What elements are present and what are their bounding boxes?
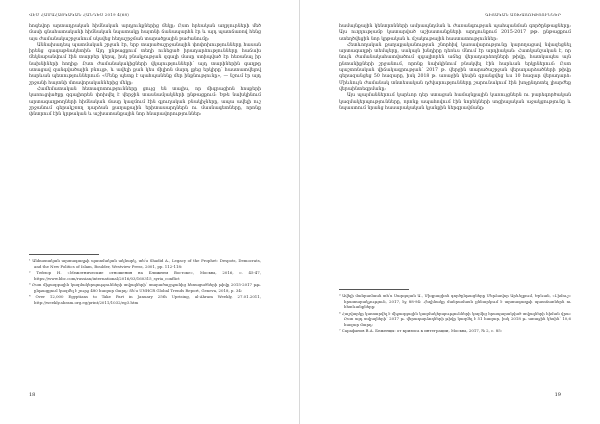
- running-head-right: ԳԻՏԱԿԱՆ ԱՇԽԱՏՈՒԹՅՈՒՆՆԵՐ: [485, 12, 561, 17]
- footnote-2: ² Тейлор Н. «Межэтнические отношения на Ближнем Востоке», Москва, 2016, с. 45-47, https://www.bbc.com/russian/international/2016/03/160315_syria_conflict: [29, 269, 261, 281]
- left-paragraph-3: Համեմատական հետազոտությունները ցույց են տալիս, որ միգրացիոն հոսքերի կառուցվածքը զգալիորեն փոխվել է վերջին տասնամյակների ընթացքում։ Եթե նախկինում արտագաղթողների հիմնական մասը կազմում էին գյուղական բնակիչները, ապա ավելի ուշ շրջանում գերակշռող դարձան քաղաքային երիտասարդներն ու մասնագետները, որոնք փնտրում էին կրթական և աշխատանքային նոր հնարավորություններ։: [29, 86, 261, 118]
- running-head-left: ՎԷՄ ՀԱՄԱՀԱՅԿԱԿԱՆ ՀԱՆԴԵՍ 2019 4(68): [29, 12, 129, 17]
- right-paragraph-3: Այս պայմաններում կարևոր դեր ստացան համայնքային կառույցներն ու բարեգործական կազմակերպությունները, որոնք ապահովում էին նորեկների սոցիալական աջակցությունը և նպաստում նրանց հասարակական կյանքին ներգրավմանը։: [339, 93, 571, 111]
- left-paragraph-1: հոգեվոր արտադրական հիմնական արդյունքներից մեկը։ Ըստ հրեական աղբյուրների մեծ մասի գնահատականի հիմնական նպատակը հայտնի ճանապարհն էր և այդ պատճառով հենց այս ժամանակաշրջանում սկսվեց հեղաշրջման տարածքային բաժանումը։: [29, 24, 261, 42]
- left-footnotes: [29, 258, 261, 306]
- page-number-right: 19: [554, 392, 561, 398]
- footnote-4: ⁴ Over 12,000 Egyptians to Take Part in January 25th Uprising, al-Ahram Weekly, 27.01.2011, http://weekly.ahram.org.eg/print/2011/1032/eg3.htm: [29, 293, 261, 305]
- right-footnotes: [339, 293, 571, 335]
- right-body-text: [339, 24, 571, 112]
- footnote-1: ¹ Անհատական արտագաղթի պատմական ակնարկ, տե՛ս Shadid A., Legacy of the Prophet: Despots, Democrats, and the New Politics of Islam, Boulder, Westview Press, 2001, pp. 112-118։: [29, 258, 261, 269]
- right-paragraph-2: Հետևողական քաղաքականության շնորհիվ կառավարությունը կարողացավ նվազեցնել արտագաղթի տեմպերը, սակայն խնդիրը դեռևս մնում էր արդիական։ Հատկանշական է, որ նույն ժամանակահատվածում զգալիորեն աճեց վերադարձողների թիվը, հատկապես այն ընտանիքների շրջանում, որոնք նախկինում բնակվել էին հարևան երկրներում։ Ըստ պաշտոնական վիճակագրության՝ 2017 թ. վերջին տարածաշրջան վերադարձածների թիվը գերազանցեց 50 հազարը, իսկ 2018 թ. առաջին կեսին գրանցվեց ևս 10 հազար վերադարձ։ Միևնույն ժամանակ տնտեսական դժվարությունները շարունակում էին խոչընդոտել լիարժեք վերաինտեգրմանը։: [339, 42, 571, 92]
- page-number-left: 18: [29, 392, 36, 398]
- footnote-6: ⁶ Հաշվարկը կատարվել է միջազգային կազմակերպությունների կողմից հրապարակված տվյալների հիման վրա։ Ըստ այդ տվյալների՝ 2017 թ. վերադարձողների թիվը կազմել է 51 հազար, իսկ 2018 թ. առաջին կեսին՝ 10,6 հազար մարդ։: [339, 310, 571, 327]
- left-paragraph-2: Աննախադեպ պատմական շրջան էր, երբ տարածաշրջանային փոփոխությունները հասան իրենց գագաթնակետին։ Այդ ընթացքում տեղի ունեցած իրադարձությունները հաճախ մեկնաբանվում էին տարբեր կերպ, իսկ բնակչության զգալի մասը ստիպված էր հեռանալ իր նախնիների հողից։ Ըստ ժամանակակիցների վկայությունների՝ այդ տարիներին գաղթը ստացավ զանգվածային բնույթ, և ավելի քան կես միլիոն մարդ լքեց երկիրը՝ հաստատվելով հարևան պետություններում։ «Մենք պետք է պահպանենք մեր ինքնությունը», — նշում էր այդ շրջանի հայտնի մտավորականներից մեկը։: [29, 42, 261, 86]
- footnote-rule-left: [29, 254, 99, 255]
- right-paragraph-1: համայնքային կենտրոնների ամրապնդման և ժառանգության պահպանման գործընթացները։ Այս ուղղությամբ կատարված աշխատանքների արդյունքում 2015-2017 թթ. ընթացքում ստեղծվեցին նոր կրթական և մշակութային հաստատություններ։: [339, 24, 571, 42]
- right-page: [300, 0, 600, 424]
- footnote-7: ⁷ Сарафанов В.А. Беженцы: от кризиса к интеграции, Москва, 2017, № 2, с. 85։: [339, 328, 503, 334]
- footnote-3: ³ Ըստ միջազգային կազմակերպությունների տվյալների՝ տարածաշրջանից հեռացածների թիվը 2015-2017 թթ. ընթացքում կազմել է շուրջ 480 հազար մարդ։ Տե՛ս UNHCR Global Trends Report, Geneva, 2018, p. 34։: [29, 281, 261, 293]
- left-body-text: [29, 24, 261, 118]
- footnote-5: ⁵ Ավելի մանրամասն տե՛ս Սարգսյան Ա., Միգրացիոն գործընթացները Մերձավոր Արևելքում, Երևան, «Լիմուշ» հրատարակչություն, 2017, էջ 88-94։ Հեղինակը մանրամասն քննարկում է արտագաղթի պատճառներն ու հետևանքները։: [339, 293, 571, 310]
- footnote-rule-right: [339, 289, 409, 290]
